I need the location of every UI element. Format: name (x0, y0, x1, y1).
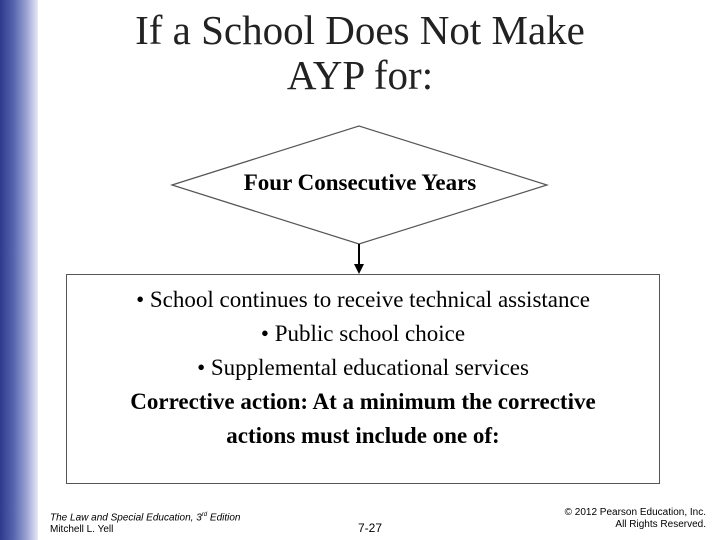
corrective-action-line-1: Corrective action: At a minimum the corrective (130, 389, 596, 414)
title-line-2: AYP for: (286, 52, 434, 98)
book-title: The Law and Special Education, 3rd Edition (50, 512, 241, 524)
copyright-notice: © 2012 Pearson Education, Inc. All Rights Reserved. (564, 507, 706, 530)
title-line-1: If a School Does Not Make (135, 7, 585, 53)
list-item: • School continues to receive technical assistance (136, 287, 590, 312)
arrow-head (354, 264, 364, 274)
corrective-action-line-2: actions must include one of: (226, 423, 500, 448)
page-number: 7-27 (357, 521, 383, 535)
list-item: • Supplemental educational services (197, 355, 529, 380)
author: Mitchell L. Yell (50, 524, 114, 536)
footer-citation (50, 509, 240, 536)
consequences-text (66, 283, 660, 453)
decision-label: Four Consecutive Years (243, 170, 477, 195)
list-item: • Public school choice (260, 321, 466, 346)
